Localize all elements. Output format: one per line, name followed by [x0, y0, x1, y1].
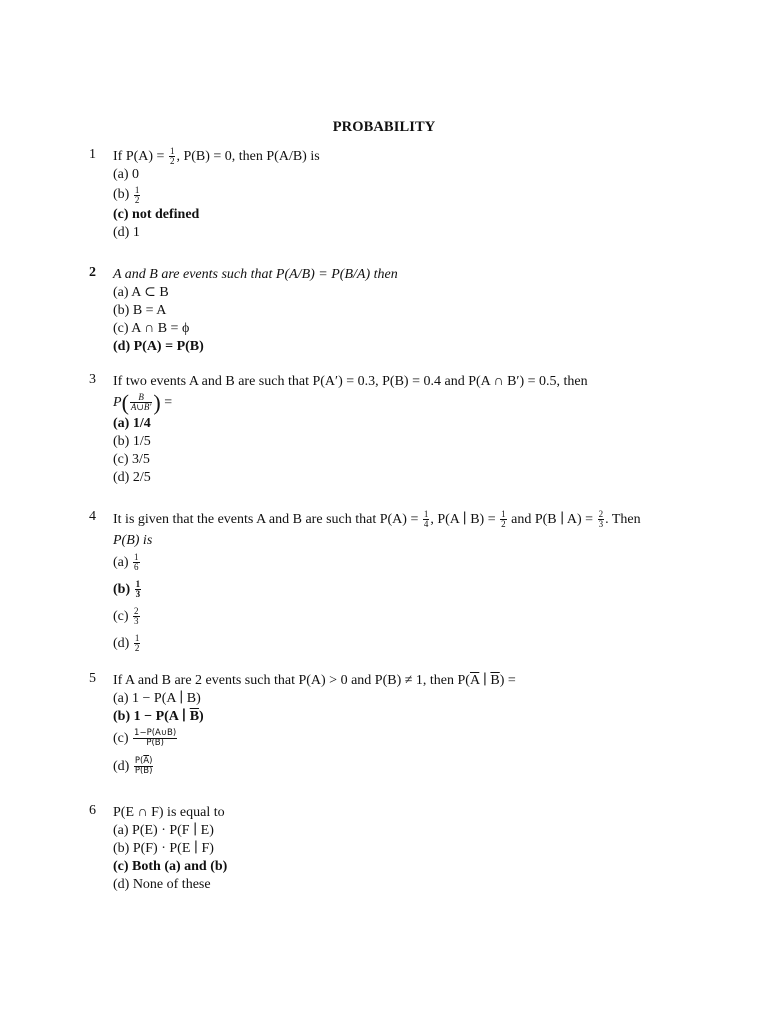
text-part: ) =: [499, 673, 516, 688]
numerator: 1−P(A∪B): [134, 728, 177, 739]
option-a-correct: (a) 1/4: [113, 416, 151, 431]
option-b: (b) 1/5: [113, 434, 151, 449]
numerator: 1: [134, 633, 140, 644]
denominator: 2: [169, 156, 175, 167]
text-part: =: [160, 395, 173, 410]
options-list: [113, 415, 709, 487]
question-5: [89, 671, 709, 778]
option-label: (d): [113, 636, 133, 651]
question-text-line2: P(B) is: [113, 533, 153, 548]
question-number: 5: [89, 671, 96, 686]
option-c: (c) 3/5: [113, 452, 150, 467]
denominator: 6: [134, 562, 139, 573]
option-a: [113, 552, 709, 574]
numerator: 2: [598, 509, 604, 520]
text-part: P(: [134, 756, 144, 767]
text-part: ): [199, 709, 204, 724]
fraction: [500, 510, 507, 529]
overline-b: $\overline{B}$: [189, 709, 200, 724]
question-text: P(E ∩ F) is equal to: [113, 805, 225, 820]
option-b-correct: [113, 579, 709, 601]
denominator: 4: [423, 519, 429, 530]
option-b: (b) P(F) · P(E ∣ F): [113, 841, 214, 856]
numerator: 1: [135, 579, 141, 590]
overline-a: $\overline{A}$: [143, 756, 150, 767]
fraction: [133, 729, 177, 748]
numerator: 1: [134, 184, 140, 195]
text-part: and P(B ∣ A) =: [507, 512, 597, 527]
option-b: (b) B = A: [113, 303, 167, 318]
question-number: 6: [89, 803, 96, 818]
denominator: 2: [134, 194, 140, 205]
text-part: , P(B) = 0, then P(A/B) is: [176, 149, 320, 164]
option-label: (b): [113, 187, 133, 203]
option-b: [113, 184, 709, 206]
paren-close: ): [153, 389, 161, 415]
question-expression: [113, 391, 709, 415]
option-d: (d) None of these: [113, 877, 211, 892]
question-3: [89, 372, 709, 487]
option-d: [113, 756, 709, 778]
denominator: A∪B′: [130, 402, 152, 413]
numerator: 1: [169, 146, 175, 157]
text-part: It is given that the events A and B are such that P(A) =: [113, 512, 422, 527]
denominator: 2: [501, 519, 506, 530]
option-c: (c) A ∩ B = ϕ: [113, 321, 190, 336]
options-list: [113, 166, 709, 242]
option-label: (b): [113, 582, 134, 597]
overline-b: $\overline{B}$: [490, 673, 500, 688]
numerator: 1: [423, 509, 429, 520]
denominator: 3: [134, 616, 139, 627]
denominator: P(B): [146, 738, 164, 749]
denominator: 2: [134, 643, 140, 654]
text-part: , P(A ∣ B) =: [430, 512, 500, 527]
option-d: (d) 1: [113, 225, 140, 241]
question-number: 2: [89, 265, 96, 280]
option-a: (a) A ⊂ B: [113, 285, 169, 300]
option-c-correct: (c) Both (a) and (b): [113, 859, 228, 874]
text-part: If A and B are 2 events such that P(A) > 0 and P(B) ≠ 1, then P(: [113, 673, 470, 688]
option-a: (a) 1 − P(A ∣ B): [113, 691, 201, 706]
text-part: ): [149, 756, 153, 767]
text-part: ∣: [479, 673, 491, 688]
question-text: [113, 671, 709, 690]
option-label: (c): [113, 731, 133, 746]
option-a: (a) 0: [113, 167, 140, 183]
options-list: [113, 822, 709, 894]
option-label: (c): [113, 609, 133, 624]
question-number: 3: [89, 372, 96, 387]
question-number: 1: [89, 147, 96, 162]
denominator: 3: [135, 589, 141, 600]
option-c: [113, 728, 709, 750]
question-1: [89, 147, 709, 242]
numerator: 1: [134, 552, 139, 563]
question-text: [113, 147, 709, 166]
question-6: [89, 803, 709, 894]
denominator: 3: [598, 519, 604, 530]
option-label: (a): [113, 555, 133, 570]
question-text: A and B are events such that P(A/B) = P(B/A) then: [113, 267, 398, 282]
overline-a: $\overline{A}$: [469, 673, 480, 688]
fraction: [135, 580, 142, 599]
numerator: 1: [501, 509, 506, 520]
option-a: (a) P(E) · P(F ∣ E): [113, 823, 214, 838]
option-b-correct: [113, 708, 709, 726]
fraction: [133, 553, 140, 572]
fraction: [134, 186, 141, 205]
question-number: 4: [89, 509, 96, 524]
question-text: If two events A and B are such that P(A′) = 0.3, P(B) = 0.4 and P(A ∩ B′) = 0.5, then: [113, 374, 588, 389]
option-label: (d): [113, 759, 133, 774]
text-part: (b) 1 − P(A ∣: [113, 709, 190, 724]
text-part: If P(A) =: [113, 149, 168, 164]
question-4: [89, 509, 709, 655]
text-part: . Then: [605, 512, 641, 527]
fraction: [134, 634, 141, 653]
text-part: P: [113, 395, 122, 410]
fraction: [133, 607, 140, 626]
option-c-correct: (c) not defined: [113, 207, 200, 223]
option-d-correct: (d) P(A) = P(B): [113, 339, 204, 354]
numerator: 2: [134, 606, 139, 617]
paren-open: (: [121, 389, 129, 415]
page-title: PROBABILITY: [332, 119, 436, 135]
option-d: [113, 633, 709, 655]
options-list: [113, 552, 709, 655]
numerator: B: [130, 393, 153, 403]
fraction: [169, 147, 176, 166]
denominator: P(B): [134, 766, 153, 777]
options-list: [113, 690, 709, 778]
option-c: [113, 606, 709, 628]
question-text: [113, 509, 709, 531]
fraction: [423, 510, 430, 529]
fraction: [134, 757, 154, 776]
option-d: (d) 2/5: [113, 470, 151, 485]
options-list: [113, 284, 709, 356]
question-2: [89, 265, 709, 356]
fraction: [598, 510, 605, 529]
fraction: [130, 393, 153, 412]
